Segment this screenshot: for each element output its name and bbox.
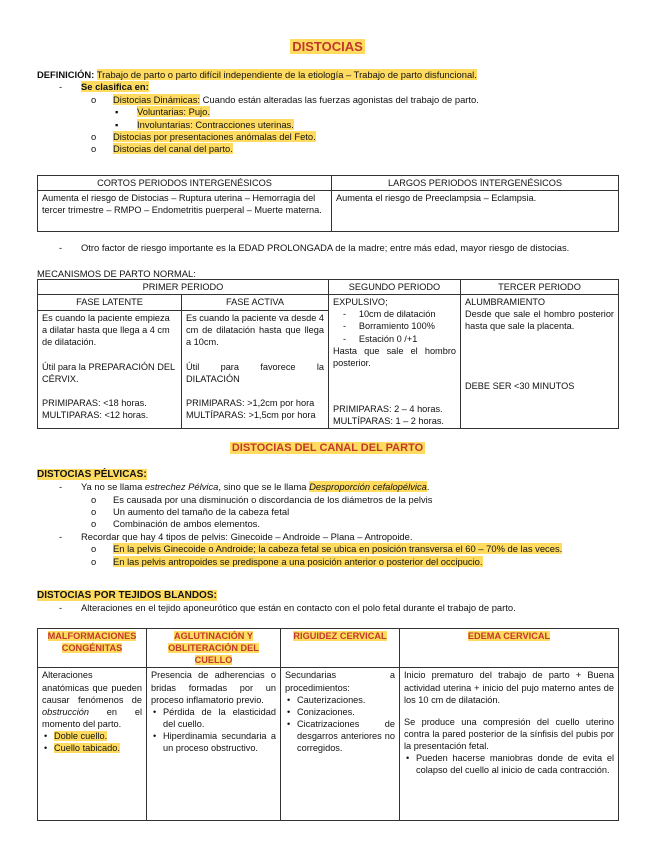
circle-bullet-icon: o xyxy=(91,143,97,155)
classification-label: Se clasifica en: xyxy=(81,81,149,93)
page-title: DISTOCIAS xyxy=(292,39,363,54)
classification-line xyxy=(37,81,617,93)
table-cell: Presencia de adherencias o bridas formadas por un proceso inflamatorio previo. • Pérdida de la elasticidad del cuello. • Hiperdinamia secundaria a un proceso obstructivo. xyxy=(147,668,281,821)
list-item: o Un aumento del tamaño de la cabeza fetal xyxy=(91,506,290,517)
list-item: • Cuello tabicado. xyxy=(54,742,142,754)
table-cell: Secundarias a procedimientos: • Cauterizaciones. • Conizaciones. • Cicatrizaciones de desgarros anteriores no corregidos. xyxy=(281,668,400,821)
section-heading: DISTOCIAS PÉLVICAS: xyxy=(37,469,147,480)
list-item: • Pueden hacerse maniobras donde de evita el colapso del cuello al inicio de cada contracción. xyxy=(416,752,614,776)
section-heading: DISTOCIAS POR TEJIDOS BLANDOS: xyxy=(37,590,217,601)
table-header: FASE LATENTE xyxy=(38,295,182,311)
table-header: MALFORMACIONES CONGÉNITAS xyxy=(38,629,147,668)
soft-tissue-table xyxy=(37,628,619,821)
table-header: FASE ACTIVA xyxy=(182,295,329,311)
table-cell: Es cuando la paciente empieza a dilatar hasta que llega a 4 cm de dilatación. Útil para la PREPARACIÓN DEL CÉRVIX. PRIMIPARAS: <18 horas. MULTIPARAS: <12 horas. xyxy=(38,311,182,429)
circle-bullet-icon: o xyxy=(91,493,97,505)
square-bullet-icon: ▪ xyxy=(115,106,119,118)
list-item: - Recordar que hay 4 tipos de pelvis: Ginecoide – Androide – Plana – Antropoide. xyxy=(59,530,413,542)
circle-bullet-icon: o xyxy=(91,518,97,530)
dash-bullet-icon: - xyxy=(343,309,359,320)
list-item: • Doble cuello. xyxy=(54,730,142,742)
table-cell: Aumenta el riesgo de Preeclampsia – Eclampsia. xyxy=(332,191,619,232)
table-header: AGLUTINACIÓN Y OBLITERACIÓN DEL CUELLO xyxy=(147,629,281,668)
dash-bullet-icon: - xyxy=(343,333,359,344)
table-cell: Aumenta el riesgo de Distocias – Ruptura uterina – Hemorragia del tercer trimestre – RMPO – Endometritis puerperal – Muerte materna. xyxy=(38,191,332,232)
risk-factor-line: - Otro factor de riesgo importante es la EDAD PROLONGADA de la madre; entre más edad, mayor riesgo de distocias. xyxy=(59,242,570,253)
list-item: o En la pelvis Ginecoide o Androide; la cabeza fetal se ubica en posición transversa el 60 – 70% de las veces. xyxy=(91,543,563,555)
circle-bullet-icon: o xyxy=(91,506,97,517)
table-cell: Inicio prematuro del trabajo de parto + Buena actividad uterina + inicio del pujo materno antes de los 10 cm de dilatación. Se produce una compresión del cuello uterino contra la pared posterior de la sínfisis del pubis por la presentación fetal. • Pueden hacerse maniobras donde de evita el colapso del cuello al inicio de cada contracción. xyxy=(400,668,619,821)
dash-bullet-icon: - xyxy=(59,242,63,253)
list-item: • Pérdida de la elasticidad del cuello. xyxy=(163,706,276,730)
intergenesic-table xyxy=(37,175,619,232)
table-cell: Es cuando la paciente va desde 4 cm de dilatación hasta que llega a 10cm. Útil para favorece la DILATACIÓN PRIMIPARAS: >1,2cm por hora MULTÍPARAS: >1,5cm por hora xyxy=(182,311,329,429)
definition-line xyxy=(37,69,617,81)
soft-tissue-section xyxy=(37,589,617,615)
dash-bullet-icon: - xyxy=(59,81,63,93)
dash-bullet-icon: - xyxy=(59,481,63,493)
list-item: o Distocias por presentaciones anómalas del Feto. xyxy=(91,131,316,143)
list-item: ▪ Voluntarias: Pujo. xyxy=(115,106,210,118)
dash-bullet-icon: - xyxy=(59,530,63,542)
dash-bullet-icon: - xyxy=(343,321,359,332)
dash-bullet-icon: - xyxy=(59,602,63,614)
list-item: • Conizaciones. xyxy=(297,706,395,718)
list-item: o En las pelvis antropoides se predispone a una posición anterior o posterior del occipucio. xyxy=(91,555,483,567)
list-item: - Ya no se llama estrechez Pélvica, sino que se le llama Desproporción cefalopélvica. xyxy=(59,481,430,493)
circle-bullet-icon: o xyxy=(91,93,97,105)
table-header: LARGOS PERIODOS INTERGENÉSICOS xyxy=(332,176,619,191)
pelvic-section xyxy=(37,468,617,568)
list-item: o Combinación de ambos elementos. xyxy=(91,518,260,530)
labor-mechanisms-table xyxy=(37,279,619,429)
definition-label: DEFINICIÓN: xyxy=(37,69,95,80)
definition-block xyxy=(37,69,617,156)
table-header: CORTOS PERIODOS INTERGENÉSICOS xyxy=(38,176,332,191)
mechanisms-label: MECANISMOS DE PARTO NORMAL: xyxy=(37,268,196,279)
list-item: o Es causada por una disminución o discordancia de los diámetros de la pelvis xyxy=(91,493,433,505)
table-header: SEGUNDO PERIODO xyxy=(329,280,461,295)
definition-text: Trabajo de parto o parto difícil independiente de la etiología – Trabajo de parto disfuncional. xyxy=(96,69,477,80)
list-item: - Alteraciones en el tejido aponeurótico que están en contacto con el polo fetal durante el trabajo de parto. xyxy=(59,602,516,614)
list-item: o Distocias del canal del parto. xyxy=(91,143,233,155)
list-item: ▪ Involuntarias: Contracciones uterinas. xyxy=(115,118,294,130)
table-cell: ALUMBRAMIENTO Desde que sale el hombro posterior hasta que sale la placenta. DEBE SER <30 MINUTOS xyxy=(461,295,619,429)
circle-bullet-icon: o xyxy=(91,131,97,143)
table-cell: Alteraciones anatómicas que pueden causar fenómenos de obstrucción en el momento del parto. • Doble cuello. • Cuello tabicado. xyxy=(38,668,147,821)
list-item: • Cicatrizaciones de desgarros anteriores no corregidos. xyxy=(297,718,395,754)
list-item: • Cauterizaciones. xyxy=(297,694,395,706)
table-header: TERCER PERIODO xyxy=(461,280,619,295)
table-header: RIGUIDEZ CERVICAL xyxy=(281,629,400,668)
circle-bullet-icon: o xyxy=(91,555,97,567)
square-bullet-icon: ▪ xyxy=(115,118,119,130)
canal-section-title: DISTOCIAS DEL CANAL DEL PARTO xyxy=(231,442,424,454)
list-item: o Distocias Dinámicas: Cuando están alteradas las fuerzas agonistas del trabajo de parto. xyxy=(91,93,479,105)
list-item: • Hiperdinamia secundaria a un proceso obstructivo. xyxy=(163,730,276,754)
circle-bullet-icon: o xyxy=(91,543,97,555)
table-header: PRIMER PERIODO xyxy=(38,280,329,295)
table-cell: EXPULSIVO; - 10cm de dilatación - Borramiento 100% - Estación 0 /+1 Hasta que sale el hombro posterior. PRIMIPARAS: 2 – 4 horas. MULTÍPARAS: 1 – 2 horas. xyxy=(329,295,461,429)
table-header: EDEMA CERVICAL xyxy=(400,629,619,668)
